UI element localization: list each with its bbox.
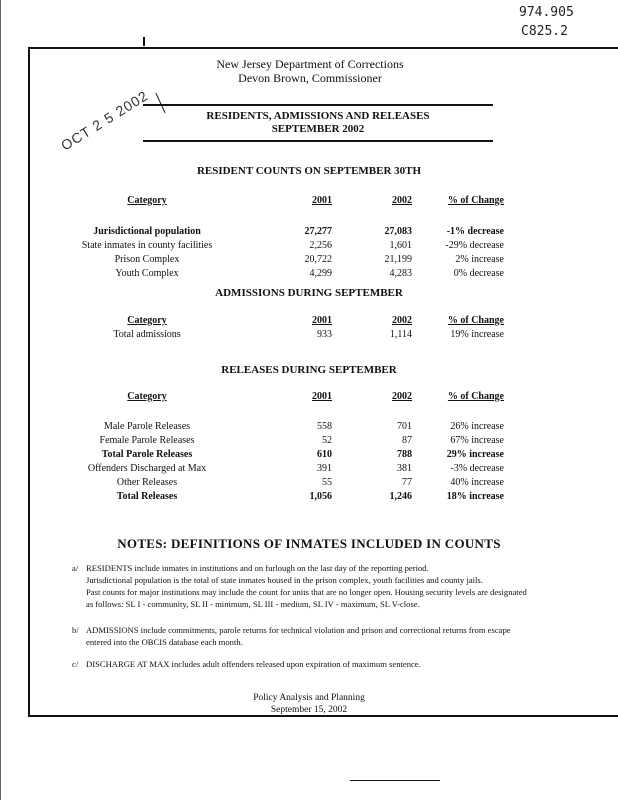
row-change-value: 18% increase bbox=[446, 490, 504, 502]
row-change-value: 67% increase bbox=[450, 434, 504, 446]
row-change-value: -1% decrease bbox=[446, 225, 504, 237]
department-name: New Jersey Department of Corrections bbox=[216, 57, 404, 71]
row-2002-value: 1,246 bbox=[389, 490, 412, 502]
row-2001-value: 1,056 bbox=[309, 490, 332, 502]
row-change-value: 0% decrease bbox=[453, 267, 504, 279]
handwritten-call-number-line2: C825.2 bbox=[521, 24, 568, 39]
table-row bbox=[72, 252, 504, 266]
column-header-category: Category bbox=[127, 194, 167, 206]
table-header-row bbox=[72, 190, 504, 210]
row-2001-value: 391 bbox=[317, 462, 332, 474]
handwritten-call-number-line1: 974.905 bbox=[519, 5, 574, 20]
title-rule-top bbox=[143, 104, 493, 106]
column-header-change: % of Change bbox=[447, 194, 504, 206]
document-header bbox=[160, 57, 460, 85]
row-2002-value: 87 bbox=[402, 434, 412, 446]
table-row bbox=[72, 238, 504, 252]
note-a-line: Jurisdictional population is the total of state inmates housed in the prison complex, youth facilities and county jails. bbox=[86, 575, 483, 585]
row-2001-value: 52 bbox=[322, 434, 332, 446]
residents-table bbox=[72, 190, 504, 280]
row-change-value: 40% increase bbox=[450, 476, 504, 488]
row-2001-value: 55 bbox=[322, 476, 332, 488]
row-2001-value: 4,299 bbox=[309, 267, 332, 279]
row-change-value: 2% increase bbox=[455, 253, 504, 265]
row-2002-value: 1,601 bbox=[389, 239, 412, 251]
table-row bbox=[72, 327, 504, 341]
footer-date: September 15, 2002 bbox=[270, 705, 348, 715]
row-category: State inmates in county facilities bbox=[81, 239, 213, 251]
table-row bbox=[72, 433, 504, 447]
row-change-value: 29% increase bbox=[446, 448, 504, 460]
column-header-category: Category bbox=[127, 314, 167, 326]
row-2002-value: 21,199 bbox=[384, 253, 412, 265]
table-row bbox=[72, 419, 504, 433]
row-2001-value: 27,277 bbox=[304, 225, 332, 237]
scan-edge-line bbox=[0, 0, 1, 800]
frame-left-border bbox=[28, 47, 30, 715]
note-b-label: b/ bbox=[72, 625, 79, 635]
note-a-line: as follows: SL I - community, SL II - minimum, SL III - medium, SL IV - maximum, SL V-close. bbox=[86, 599, 420, 609]
scan-artifact-mark bbox=[350, 780, 440, 781]
row-2002-value: 788 bbox=[397, 448, 412, 460]
table-row bbox=[72, 224, 504, 238]
note-b bbox=[86, 624, 606, 648]
footer-office: Policy Analysis and Planning bbox=[253, 693, 365, 703]
table-row bbox=[72, 489, 504, 503]
row-change-value: -29% decrease bbox=[445, 239, 504, 251]
table-row bbox=[72, 266, 504, 280]
row-2002-value: 381 bbox=[397, 462, 412, 474]
table-header-row bbox=[72, 313, 504, 327]
row-category: Total Releases bbox=[116, 490, 178, 502]
column-header-change: % of Change bbox=[447, 314, 504, 326]
column-header-2002: 2002 bbox=[392, 314, 412, 326]
received-date-stamp: OCT 2 5 2002 bbox=[58, 87, 152, 154]
row-2001-value: 2,256 bbox=[309, 239, 332, 251]
row-category: Jurisdictional population bbox=[93, 225, 201, 237]
row-2001-value: 610 bbox=[317, 448, 332, 460]
note-a-line: RESIDENTS include inmates in institutions and on furlough on the last day of the reporting period. bbox=[86, 563, 429, 573]
report-title: RESIDENTS, ADMISSIONS AND RELEASES bbox=[206, 110, 430, 122]
row-2001-value: 20,722 bbox=[304, 253, 332, 265]
note-b-line: entered into the OBCIS database each month. bbox=[86, 637, 243, 647]
residents-heading: RESIDENT COUNTS ON SEPTEMBER 30TH bbox=[196, 165, 422, 177]
row-2001-value: 933 bbox=[317, 328, 332, 340]
column-header-2002: 2002 bbox=[392, 390, 412, 402]
row-2002-value: 27,083 bbox=[384, 225, 412, 237]
frame-top-border bbox=[28, 47, 618, 49]
row-2001-value: 558 bbox=[317, 420, 332, 432]
row-category: Total admissions bbox=[113, 328, 181, 340]
releases-table bbox=[72, 389, 504, 503]
admissions-table bbox=[72, 313, 504, 341]
row-2002-value: 4,283 bbox=[389, 267, 412, 279]
row-2002-value: 1,114 bbox=[389, 328, 412, 340]
column-header-2001: 2001 bbox=[312, 314, 332, 326]
row-2002-value: 77 bbox=[402, 476, 412, 488]
row-change-value: -3% decrease bbox=[450, 462, 504, 474]
commissioner-name: Devon Brown, Commissioner bbox=[238, 71, 382, 85]
row-category: Female Parole Releases bbox=[99, 434, 195, 446]
row-category: Youth Complex bbox=[115, 267, 179, 279]
admissions-heading: ADMISSIONS DURING SEPTEMBER bbox=[215, 287, 403, 299]
table-header-row bbox=[72, 389, 504, 403]
releases-heading: RELEASES DURING SEPTEMBER bbox=[221, 364, 397, 376]
column-header-2001: 2001 bbox=[312, 194, 332, 206]
row-change-value: 19% increase bbox=[450, 328, 504, 340]
column-header-category: Category bbox=[127, 390, 167, 402]
row-category: Male Parole Releases bbox=[103, 420, 191, 432]
note-a-label: a/ bbox=[72, 563, 79, 573]
note-a-line: Past counts for major institutions may include the count for units that are no longer open. Housing security levels are designated bbox=[86, 587, 527, 597]
row-category: Other Releases bbox=[116, 476, 178, 488]
row-2002-value: 701 bbox=[397, 420, 412, 432]
row-category: Prison Complex bbox=[114, 253, 180, 265]
note-c-label: c/ bbox=[72, 659, 79, 669]
row-category: Offenders Discharged at Max bbox=[87, 462, 207, 474]
notes-heading: NOTES: DEFINITIONS OF INMATES INCLUDED IN COUNTS bbox=[117, 536, 501, 551]
note-a bbox=[86, 562, 606, 610]
table-row bbox=[72, 447, 504, 461]
report-subtitle: SEPTEMBER 2002 bbox=[271, 123, 365, 135]
scan-artifact-mark bbox=[143, 37, 145, 46]
column-header-2002: 2002 bbox=[392, 194, 412, 206]
column-header-change: % of Change bbox=[447, 390, 504, 402]
table-row bbox=[72, 475, 504, 489]
table-row bbox=[72, 461, 504, 475]
note-b-line: ADMISSIONS include commitments, parole returns for technical violation and prison and correctional returns from escape bbox=[86, 625, 511, 635]
column-header-2001: 2001 bbox=[312, 390, 332, 402]
note-c-line: DISCHARGE AT MAX includes adult offenders released upon expiration of maximum sentence. bbox=[86, 659, 421, 669]
title-rule-bottom bbox=[143, 140, 493, 142]
row-change-value: 26% increase bbox=[450, 420, 504, 432]
row-category: Total Parole Releases bbox=[101, 448, 193, 460]
